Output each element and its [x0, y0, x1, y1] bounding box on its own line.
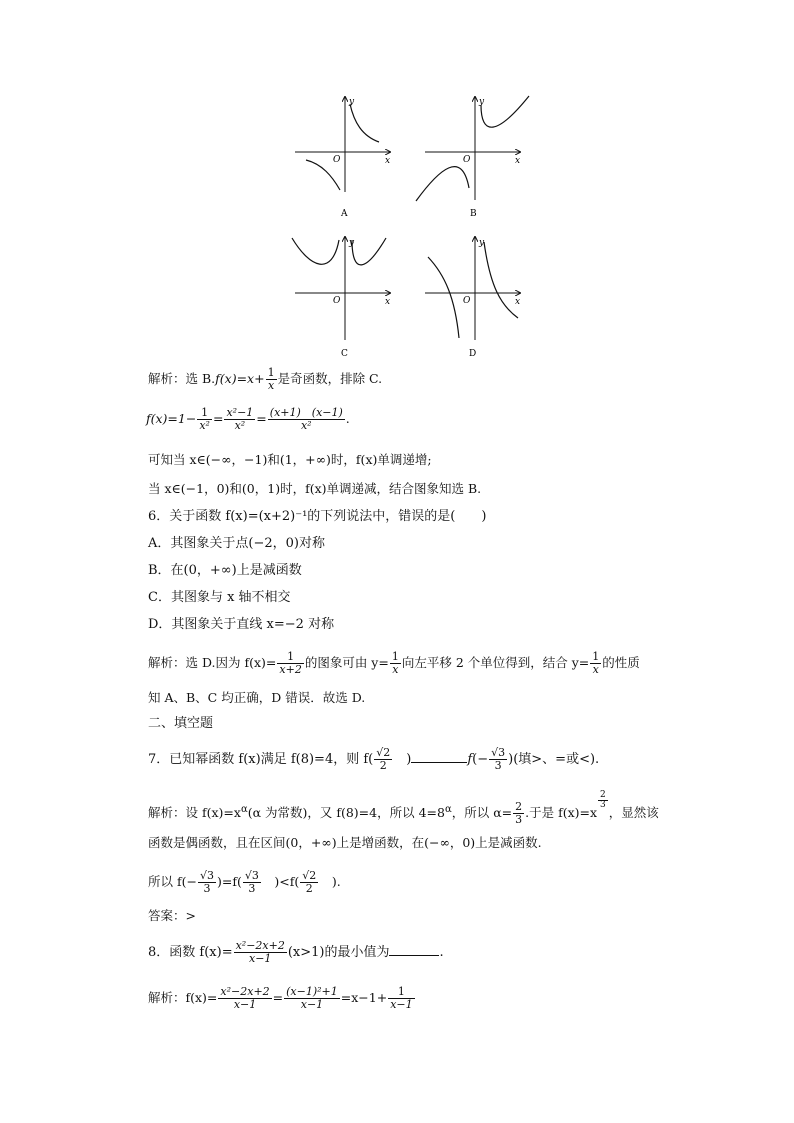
fraction: $\frac{\text{x²−1}}{\text{x²}}$ [226, 406, 254, 432]
text: − [477, 752, 489, 767]
q8-solution [148, 986, 416, 1011]
q6-solution-line1 [148, 651, 640, 676]
q5-solution-line4: 当 x∈(−1，0)和(0，1)时，f(x)单调递减，结合图象知选 B. [148, 481, 482, 496]
text: . [345, 411, 350, 426]
q7-solution-line2: 函数是偶函数，且在区间(0，+∞)上是增函数，在(−∞，0)上是减函数. [148, 835, 542, 850]
fraction: $\frac{2}{3}$ [515, 800, 523, 826]
q7-answer: 答案：> [148, 908, 196, 923]
y-axis-label: y [349, 97, 355, 107]
y-axis-label: y [479, 97, 485, 107]
q7-solution-line1: 解析：设 $f(x)=x^\alpha(\alpha$ 为常数)，又 f(8)=4，所以 $4=8^\alpha$，所以 α= $\frac{2}{3}$ .于是 f(x)=x $^{\frac{2}{3}}$ ，显然该 [148, 790, 659, 826]
fraction: $\frac{(x+1) (x-1)}{\text{x²}}$ [269, 406, 343, 432]
origin-label: O [463, 155, 471, 165]
q7-stem: 7．已知幂函数 f(x)满足 f(8)=4，则 f( $\frac{√2}{2}$ ) f(− $\frac{√3}{3}$ )(填>、=或<). [148, 746, 600, 772]
text: 的性质 [602, 655, 640, 670]
text: 解析：设 f(x)=x [148, 805, 241, 820]
fraction: $\frac{\text{(x−1)²+1}}{x-1}$ [286, 985, 338, 1011]
curve-b-left [416, 167, 469, 201]
graph-b [416, 96, 529, 219]
function-graphs-figure [0, 0, 794, 370]
q8-stem [148, 940, 444, 965]
text: 7．已知幂函数 f(x)满足 f(8)=4，则 f [148, 752, 369, 767]
curve-c-left [292, 238, 339, 264]
q5-solution-line1 [148, 367, 382, 392]
text: f(x)=x+ [215, 371, 265, 386]
y-axis-label: y [349, 238, 355, 248]
text: =f [221, 874, 237, 889]
origin-label: O [333, 155, 341, 165]
text: f(x)=1− [146, 411, 197, 426]
fraction: $\frac{1}{x}$ [267, 366, 275, 392]
fraction: $\frac{√3}{3}$ [244, 869, 259, 895]
text: 所以 f [148, 874, 182, 889]
exponent-fraction: 2 3 [600, 790, 606, 810]
x-axis-label: x [515, 297, 521, 307]
q6-option-d: D．其图象关于直线 x=−2 对称 [148, 617, 335, 632]
text: = [212, 411, 224, 426]
fraction: $\frac{√3}{3}$ [199, 869, 214, 895]
q6-option-b: B．在(0，+∞)上是减函数 [148, 563, 302, 578]
text: 解析：f(x)= [148, 990, 218, 1005]
x-axis-label: x [515, 156, 521, 166]
graph-label-d: D [469, 349, 477, 359]
text: 的图象可由 y= [304, 655, 389, 670]
q5-solution-line2 [146, 407, 350, 432]
fraction: $\frac{1}{x+2}$ [279, 650, 302, 676]
graph-label-c: C [341, 349, 348, 359]
fraction: $\frac{√2}{2}$ [376, 746, 391, 772]
text: (x>1)的最小值为 [287, 945, 390, 960]
text: = [256, 411, 267, 426]
fraction: $\frac{√2}{2}$ [302, 869, 317, 895]
x-axis-label: x [385, 297, 391, 307]
graph-a [295, 97, 390, 219]
section-heading: 二、填空题 [148, 716, 214, 731]
curve-b-right [481, 96, 529, 127]
graph-d [425, 237, 520, 359]
text: 解析：选 B. [148, 371, 216, 386]
q6-option-c: C．其图象与 x 轴不相交 [148, 590, 291, 605]
q6-stem: 6．关于函数 f(x)=(x+2)⁻¹的下列说法中，错误的是( ) [148, 509, 487, 524]
fraction: $\frac{\text{x²−2x+2}}{x-1}$ [235, 939, 285, 965]
y-axis-label: y [479, 238, 485, 248]
origin-label: O [463, 296, 471, 306]
fraction: $\frac{1}{x}$ [391, 650, 399, 676]
fraction: $\frac{1}{\text{x²}}$ [199, 406, 210, 432]
text: 是奇函数，排除 C. [277, 371, 383, 386]
answer-blank[interactable] [389, 955, 439, 956]
graph-c [292, 237, 390, 359]
curve-d-right [484, 242, 521, 318]
q6-option-a: A．其图象关于点(−2，0)对称 [148, 536, 325, 551]
text: ，所以 α= [451, 805, 513, 820]
fraction: $\frac{1}{x-1}$ [390, 985, 413, 1011]
text: 向左平移 2 个单位得到，结合 y= [401, 655, 590, 670]
text: 解析：选 D.因为 f(x)= [148, 655, 277, 670]
graph-label-b: B [470, 209, 477, 219]
text: 8．函数 f(x)= [148, 945, 233, 960]
text: . [336, 874, 341, 889]
origin-label: O [333, 296, 341, 306]
x-axis-label: x [385, 156, 391, 166]
fraction: $\frac{\text{x²−2x+2}}{x-1}$ [220, 985, 270, 1011]
text: .于是 f(x)=x [525, 805, 598, 820]
text: <f [279, 874, 295, 889]
text: . [439, 945, 444, 960]
graph-label-a: A [341, 209, 348, 219]
text: (填>、=或<). [513, 752, 600, 767]
fraction: $\frac{1}{x}$ [592, 650, 600, 676]
text: (α 为常数)，又 f(8)=4，所以 4=8 [247, 805, 445, 820]
text: = [272, 990, 284, 1005]
q6-solution-line2: 知 A、B、C 均正确，D 错误．故选 D. [148, 690, 366, 705]
q7-solution-line3: 所以 f(− $\frac{√3}{3}$ )=f( $\frac{√3}{3}$ )<f( $\frac{√2}{2}$ ). [148, 869, 341, 895]
curve-a-right [350, 104, 379, 142]
answer-blank[interactable] [411, 762, 467, 763]
text: =x−1+ [340, 990, 388, 1005]
text: ，显然该 [608, 805, 659, 820]
fraction: $\frac{√3}{3}$ [491, 746, 506, 772]
text: f [467, 752, 473, 767]
curve-c-right [352, 238, 386, 265]
q5-solution-line3: 可知当 x∈(−∞，−1)和(1，+∞)时，f(x)单调递增; [148, 452, 432, 467]
curve-d-left [428, 257, 459, 338]
